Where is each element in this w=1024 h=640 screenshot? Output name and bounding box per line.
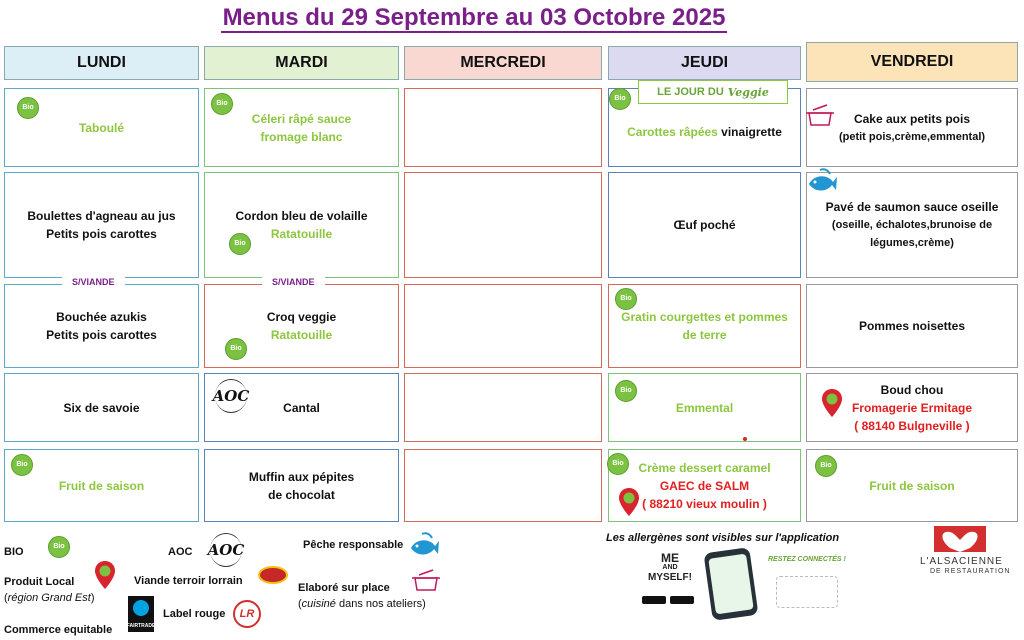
bio-icon: Bio xyxy=(607,453,629,475)
mardi-entree-1: Céleri râpé sauce xyxy=(251,111,352,126)
alsacienne-brand-sub: DE RESTAURATION xyxy=(930,568,1011,575)
bio-icon: Bio xyxy=(211,93,233,115)
legend-region-label: (région Grand Est) xyxy=(4,592,95,604)
bio-icon: Bio xyxy=(815,455,837,477)
vendredi-entree: Cake aux petits pois xyxy=(853,111,971,126)
mercredi-row-5 xyxy=(404,449,602,522)
jeudi-dessert: Crème dessert caramel xyxy=(638,460,771,475)
mardi-plat: Cordon bleu de volaille xyxy=(235,209,368,223)
vendredi-dessert: Fruit de saison xyxy=(869,478,955,493)
bio-icon: Bio xyxy=(48,536,70,558)
jeudi-plat: Œuf poché xyxy=(673,218,736,232)
local-product-pin-icon xyxy=(618,487,640,517)
jeudi-row-3 xyxy=(608,284,801,368)
mardi-dessert-2: de chocolat xyxy=(268,487,335,502)
mardi-row-1 xyxy=(204,88,399,167)
app-store-badge xyxy=(642,596,666,604)
app-promo xyxy=(636,548,846,620)
legend-commerce-label: Commerce equitable xyxy=(4,624,113,636)
legend-aoc-label: AOC xyxy=(168,546,193,558)
lundi-accompagnement-sans-viande: Petits pois carottes xyxy=(46,328,157,342)
local-product-pin-icon xyxy=(821,388,843,418)
vendredi-row-5 xyxy=(806,449,1018,522)
page-title: Menus du 29 Septembre au 03 Octobre 2025 xyxy=(222,4,726,31)
lundi-plat: Boulettes d'agneau au jus xyxy=(27,209,176,223)
day-header-jeudi: JEUDI xyxy=(608,46,801,80)
aoc-icon: AOC xyxy=(210,533,242,567)
bio-icon: Bio xyxy=(11,454,33,476)
lundi-row-5 xyxy=(4,449,199,522)
vendredi-entree-detail: (petit pois,crème,emmental) xyxy=(838,130,986,143)
jeudi-row-2 xyxy=(608,172,801,278)
mardi-accompagnement: Ratatouille xyxy=(270,227,333,241)
jeudi-fromage: Emmental xyxy=(675,400,734,415)
legend-viande-label: Viande terroir lorrain xyxy=(134,575,243,587)
legend-elabore-sub: (cuisiné dans nos ateliers) xyxy=(298,598,426,610)
lundi-fromage: Six de savoie xyxy=(63,400,140,415)
phone-mockup xyxy=(703,547,758,621)
vendredi-plat-detail-1: (oseille, échalotes,brunoise de xyxy=(831,219,993,231)
alsacienne-brand-name: L'ALSACIENNE xyxy=(920,556,1003,567)
vendredi-producteur: Fromagerie Ermitage xyxy=(851,400,973,415)
veggie-day-banner: LE JOUR DU Veggie xyxy=(638,80,788,104)
legend-produit-local-label: Produit Local xyxy=(4,576,75,588)
bio-icon: Bio xyxy=(225,338,247,360)
lundi-row-4 xyxy=(4,373,199,442)
jeudi-entree-sauce: vinaigrette xyxy=(717,124,782,139)
sviande-label-lundi: S/VIANDE xyxy=(62,277,125,287)
jeudi-row-4 xyxy=(608,373,801,442)
aoc-icon: AOC xyxy=(215,379,247,413)
mardi-entree-2: fromage blanc xyxy=(260,129,343,144)
mercredi-row-1 xyxy=(404,88,602,167)
sviande-label-mardi: S/VIANDE xyxy=(262,277,325,287)
mercredi-row-3 xyxy=(404,284,602,368)
day-header-mardi: MARDI xyxy=(204,46,399,80)
legend-label-rouge-label: Label rouge xyxy=(163,608,226,620)
app-features-icon xyxy=(776,576,838,608)
red-dot-icon xyxy=(743,437,747,441)
fish-icon xyxy=(806,166,838,196)
mardi-dessert-1: Muffin aux pépites xyxy=(248,469,355,484)
day-header-mercredi: MERCREDI xyxy=(404,46,602,80)
vendredi-fromage: Boud chou xyxy=(880,382,944,397)
jeudi-producteur-lieu: ( 88210 vieux moulin ) xyxy=(642,496,767,511)
lundi-row-3 xyxy=(4,284,199,368)
bio-icon: Bio xyxy=(609,88,631,110)
mardi-row-5 xyxy=(204,449,399,522)
lundi-dessert: Fruit de saison xyxy=(58,478,145,493)
mardi-accompagnement-sans-viande: Ratatouille xyxy=(270,328,333,342)
mercredi-row-2 xyxy=(404,172,602,278)
bio-icon: Bio xyxy=(615,380,637,402)
bio-icon: Bio xyxy=(17,97,39,119)
allergens-note: Les allergènes sont visibles sur l'application xyxy=(606,532,840,544)
cooking-pot-icon xyxy=(411,568,441,594)
legend-elabore-label: Elaboré sur place xyxy=(298,582,390,594)
app-promo-text: RESTEZ CONNECTÉS ! xyxy=(768,556,846,563)
mardi-fromage: Cantal xyxy=(283,400,320,415)
jeudi-producteur: GAEC de SALM xyxy=(659,478,750,493)
vendredi-accompagnement: Pommes noisettes xyxy=(858,319,966,333)
lundi-accompagnement: Petits pois carottes xyxy=(46,227,157,241)
vendredi-row-3 xyxy=(806,284,1018,368)
fish-icon xyxy=(408,530,440,560)
vendredi-plat-detail-2: légumes,crème) xyxy=(870,237,954,249)
jeudi-accompagnement-2: de terre xyxy=(682,328,727,342)
fairtrade-icon: FAIRTRADE xyxy=(128,596,154,632)
label-rouge-icon: LR xyxy=(233,600,261,628)
lorraine-meat-icon xyxy=(258,566,288,584)
mardi-row-2 xyxy=(204,172,399,278)
day-header-vendredi: VENDREDI xyxy=(806,42,1018,82)
app-logo: ME AND MYSELF! xyxy=(648,551,692,583)
jeudi-entree: Carottes râpées xyxy=(627,124,718,139)
bio-icon: Bio xyxy=(615,288,637,310)
alsacienne-logo-icon xyxy=(932,524,988,554)
jeudi-accompagnement-1: Gratin courgettes et pommes xyxy=(621,310,788,324)
cooking-pot-icon xyxy=(805,103,835,129)
lundi-row-2 xyxy=(4,172,199,278)
day-header-lundi: LUNDI xyxy=(4,46,199,80)
local-product-pin-icon xyxy=(94,560,116,590)
vendredi-producteur-lieu: ( 88140 Bulgneville ) xyxy=(854,418,970,433)
lundi-entree: Taboulé xyxy=(78,120,125,135)
vendredi-row-1 xyxy=(806,88,1018,167)
bio-icon: Bio xyxy=(229,233,251,255)
lundi-plat-sans-viande: Bouchée azukis xyxy=(56,310,147,324)
play-store-badge xyxy=(670,596,694,604)
legend-bio-label: BIO xyxy=(4,546,24,558)
legend-peche-label: Pêche responsable xyxy=(303,539,404,551)
mercredi-row-4 xyxy=(404,373,602,442)
mardi-plat-sans-viande: Croq veggie xyxy=(266,310,337,324)
vendredi-plat: Pavé de saumon sauce oseille xyxy=(825,200,999,214)
